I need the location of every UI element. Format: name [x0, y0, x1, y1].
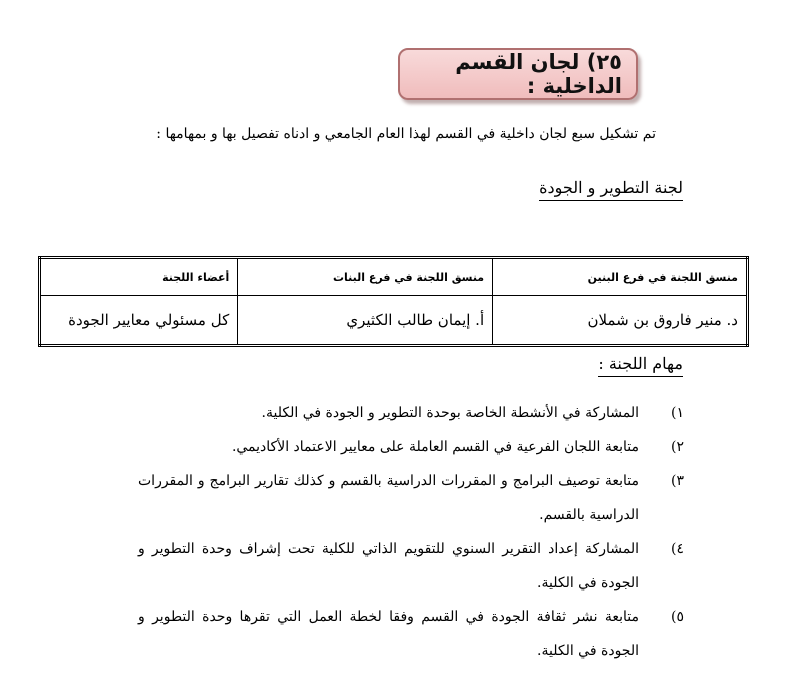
list-item: [138, 532, 684, 600]
header-girls-coordinator: منسق اللجنة في فرع البنات: [238, 258, 493, 296]
table-row: [40, 296, 748, 346]
tasks-list: [138, 396, 684, 668]
task-text: متابعة نشر ثقافة الجودة في القسم وفقا لخطة العمل التي تقرها وحدة التطوير و الجودة في الكلية.: [138, 609, 639, 659]
intro-text: تم تشكيل سبع لجان داخلية في القسم لهذا العام الجامعي و ادناه تفصيل بها و بمهامها :: [156, 126, 656, 142]
list-item: [138, 464, 684, 532]
cell-boys-coordinator: د. منير فاروق بن شملان: [493, 296, 748, 346]
task-text: متابعة اللجان الفرعية في القسم العاملة على معايير الاعتماد الأكاديمي.: [231, 439, 639, 455]
committee-heading: لجنة التطوير و الجودة: [539, 178, 683, 201]
header-members: أعضاء اللجنة: [40, 258, 238, 296]
committee-table: [38, 256, 749, 347]
cell-girls-coordinator: أ. إيمان طالب الكثيري: [238, 296, 493, 346]
header-boys-coordinator: منسق اللجنة في فرع البنين: [493, 258, 748, 296]
section-title: ٢٥) لجان القسم الداخلية :: [398, 48, 638, 100]
task-number: ٣): [671, 473, 684, 489]
task-number: ٢): [671, 439, 684, 455]
table-header-row: [40, 258, 748, 296]
cell-members: كل مسئولي معايير الجودة: [40, 296, 238, 346]
task-number: ٥): [671, 609, 684, 625]
task-number: ٤): [671, 541, 684, 557]
task-text: المشاركة إعداد التقرير السنوي للتقويم الذاتي للكلية تحت إشراف وحدة التطوير و الجودة في الكلية.: [138, 541, 639, 591]
list-item: [138, 396, 684, 430]
list-item: [138, 600, 684, 668]
task-text: المشاركة في الأنشطة الخاصة بوحدة التطوير و الجودة في الكلية.: [261, 405, 639, 421]
task-text: متابعة توصيف البرامج و المقررات الدراسية بالقسم و كذلك تقارير البرامج و المقررات الدراسية بالقسم.: [138, 473, 639, 523]
task-number: ١): [671, 405, 684, 421]
tasks-heading: مهام اللجنة :: [598, 354, 683, 377]
list-item: [138, 430, 684, 464]
